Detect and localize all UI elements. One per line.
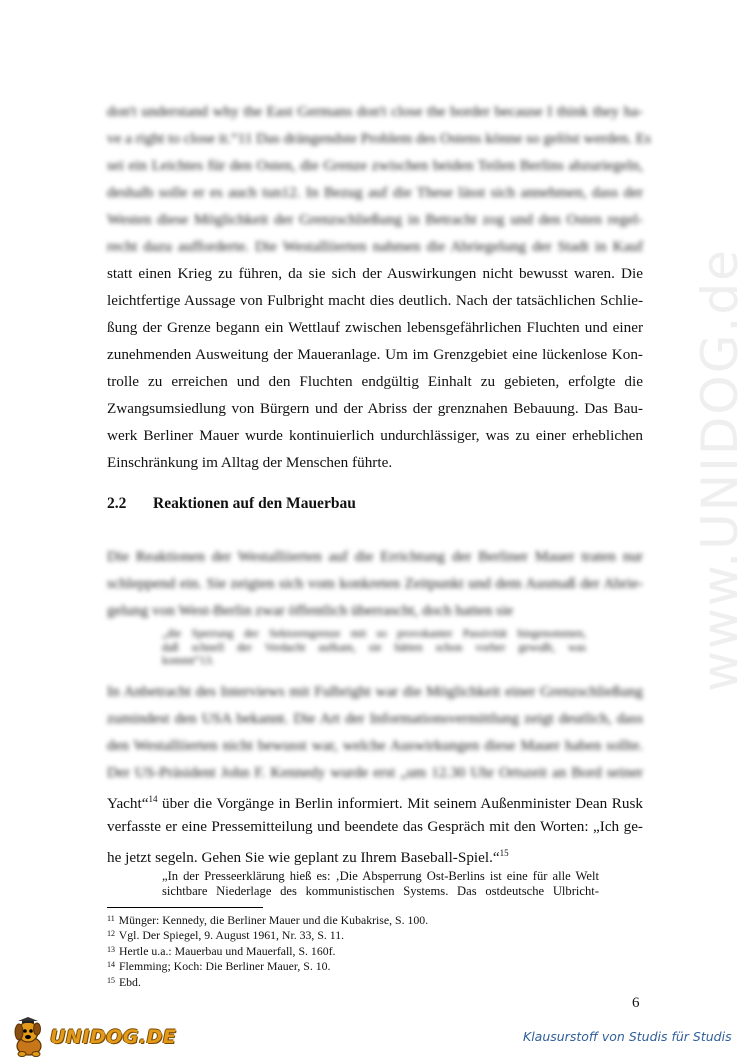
blurred-line: Westen diese Möglichkeit der Grenzschließung in Betracht zog und den Osten regel-: [107, 211, 643, 228]
section-number: 2.2: [107, 495, 127, 512]
blurred-quote-line: daß schnell der Verdacht aufkam, sie hätten schon vorher gewußt, was: [162, 641, 586, 654]
footnote-number: 15: [107, 975, 115, 985]
text-line: Einschränkung im Alltag der Menschen führte.: [107, 454, 393, 471]
blurred-line: ve a right to close it.“11 Das drängendste Problem des Ostens könne so gelöst werden. Es: [107, 130, 651, 147]
slogan: Klausurstoff von Studis für Studis: [523, 1029, 732, 1044]
footnote-ref: 15: [499, 848, 509, 858]
page-number: 6: [632, 995, 640, 1011]
footnote-text: Flemming; Koch: Die Berliner Mauer, S. 10.: [118, 959, 331, 974]
paragraph-2-blurred: [107, 543, 643, 624]
block-quote: [162, 869, 599, 899]
section-title: Reaktionen auf den Mauerbau: [153, 495, 356, 512]
text-fragment: he jetzt segeln. Gehen Sie wie geplant zu Ihrem Baseball-Spiel.“: [107, 849, 500, 866]
footnote-text: Hertle u.a.: Mauerbau und Mauerfall, S. 160f.: [118, 943, 336, 958]
paragraph-1: [107, 98, 651, 476]
blurred-line: zumindest den USA bekannt. Die Art der Informationsvermittlung zeigt deutlich, dass: [107, 710, 643, 727]
footnote-number: 14: [107, 960, 115, 970]
blurred-line: In Anbetracht des Interviews mit Fulbright war die Möglichkeit einer Grenzschließung: [107, 683, 643, 700]
blurred-line: recht dazu aufforderte. Die Westalliierten nahmen die Abriegelung der Stadt in Kauf: [107, 238, 643, 255]
text-line: [107, 840, 643, 867]
blurred-block-quote: [162, 628, 586, 669]
logo-text: UNIDOG.DE: [50, 1026, 177, 1048]
dog-mascot-icon: [8, 1016, 52, 1058]
blurred-line: sei ein Leichtes für den Osten, die Grenze zwischen beiden Teilen Berlins abzuriegeln,: [107, 157, 643, 174]
blurred-line: den Westalliierten nicht bewusst war, welche Auswirkungen diese Mauer haben sollte.: [107, 737, 643, 754]
blurred-line: gelung von West-Berlin zwar öffentlich überrascht, doch hatten sie: [107, 602, 514, 619]
text-line: Zwangsumsiedlung von Bürgern und der Abriss der grenznahen Bebauung. Das Bau-: [107, 400, 643, 417]
watermark: www.UNIDOG.de: [691, 248, 749, 692]
section-heading: [107, 495, 356, 513]
blurred-line: schleppend ein. Sie zeigten sich vom konkreten Zeitpunkt und dem Ausmaß der Abrie-: [107, 575, 643, 592]
blurred-line: deshalb solle er es auch tun12. In Bezug auf die These lässt sich annehmen, dass der: [107, 184, 643, 201]
footnote-number: 13: [107, 944, 115, 954]
blurred-quote-line: kommt“13.: [162, 655, 215, 667]
text-line: leichtfertige Aussage von Fulbright macht dies deutlich. Nach der tatsächlichen Schlie-: [107, 292, 643, 309]
blurred-line: Die Reaktionen der Westalliierten auf die Errichtung der Berliner Mauer traten nur: [107, 548, 643, 565]
text-line: [107, 786, 643, 813]
paragraph-3: [107, 678, 643, 867]
unidog-logo: [8, 1016, 176, 1058]
text-line: trolle zu erreichen und den Fluchten endgültig Einhalt zu gebieten, erfolgte die: [107, 373, 643, 390]
footnote-number: 12: [107, 929, 115, 939]
blurred-text-block: [107, 678, 643, 786]
blurred-line: don't understand why the East Germans don't close the border because I think they ha-: [107, 103, 643, 120]
footnote: [107, 912, 428, 927]
footnote: [107, 927, 428, 942]
footnote-ref: 14: [148, 794, 158, 804]
footnote: [107, 943, 428, 958]
blurred-line: Der US-Präsident John F. Kennedy wurde erst „um 12.30 Uhr Ortszeit an Bord seiner: [107, 764, 643, 781]
footnote: [107, 958, 428, 973]
blurred-quote-line: „die Sperrung der Sektorengrenze mit so provokanter Passivität hingenommen,: [162, 628, 586, 640]
quote-line: „In der Presseerklärung hieß es: ‚Die Absperrung Ost-Berlins ist eine für alle Welt: [162, 869, 599, 883]
text-fragment: über die Vorgänge in Berlin informiert. Mit seinem Außenminister Dean Rusk: [157, 795, 643, 812]
text-line: werk Berliner Mauer wurde kontinuierlich undurchlässiger, was zu einer erheblichen: [107, 427, 643, 444]
quote-line: sichtbare Niederlage des kommunistischen Systems. Das ostdeutsche Ulbricht-: [162, 884, 599, 898]
footnote-divider: [107, 907, 263, 908]
footnote-text: Ebd.: [118, 974, 141, 989]
footnote-text: Vgl. Der Spiegel, 9. August 1961, Nr. 33, S. 11.: [118, 928, 345, 943]
footnotes: [107, 912, 428, 989]
text-line: ßung der Grenze begann ein Wettlauf zwischen lebensgefährlichen Fluchten und einer: [107, 319, 643, 336]
text-line: statt einen Krieg zu führen, da sie sich der Auswirkungen nicht bewusst waren. Die: [107, 265, 643, 282]
text-line: zunehmenden Ausweitung der Maueranlage. Um im Grenzgebiet eine lückenlose Kon-: [107, 346, 643, 363]
footnote: [107, 974, 428, 989]
footnote-text: Münger: Kennedy, die Berliner Mauer und die Kubakrise, S. 100.: [118, 913, 429, 927]
text-fragment: Yacht“: [107, 795, 149, 812]
blurred-text-block: [107, 98, 651, 260]
text-line: verfasste er eine Pressemitteilung und beendete das Gespräch mit den Worten: „Ich ge-: [107, 818, 643, 835]
footnote-number: 11: [107, 914, 115, 923]
